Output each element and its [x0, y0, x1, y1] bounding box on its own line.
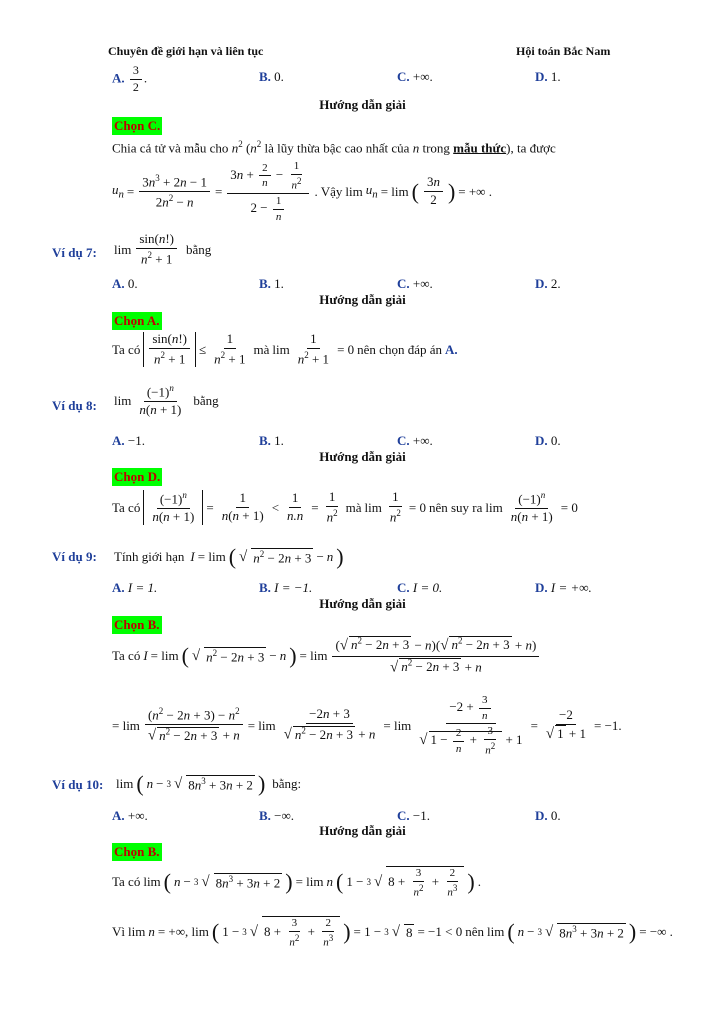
ex7-solution: Ta có $\frac{\sin(n!)}{n^2 + 1}$ ≤ $\frac{1}{n^2 + 1}$ mà lim $\frac{1}{n^2 + 1}$ = 0 nên chọn đáp án A.: [112, 331, 458, 367]
ex9-expression: Tính giới hạn I = lim ( √ $n^2 - 2n + 3$ − n ): [114, 544, 344, 569]
header-left: Chuyên đề giới hạn và liên tục: [108, 44, 264, 58]
ex6-choice: Chọn C.: [114, 118, 161, 133]
ex10-solution-line2: Vì lim n = +∞, lim ( 1 − 3 √ 8 + $\frac{3}{n^2}$ + $\frac{2}{n^3}$ ) = 1 − 3 √ 8 = −1 < 0 nên lim ( n − 3 √ $8n^3 + 3n + 2$ ) = −∞ .: [112, 917, 673, 949]
ex6-option-c: C. +∞.: [397, 69, 433, 84]
ex7-option-b: B. 1.: [259, 276, 284, 291]
ex9-solution-line1: Ta có I = lim ( √ $n^2 - 2n + 3$ − n ) = lim $\frac{(√ n^2 - 2n + 3 - n)(√ n^2 - 2n + 3 + n)}{√ n^2 - 2n + 3 + n}$: [112, 636, 541, 676]
ex10-choice: Chọn B.: [114, 844, 160, 859]
ex6-derivation: $u_n$ = $\frac{3n^3 + 2n - 1}{2n^2 - n}$ = 3n + $\frac{2}{n}$ − $\frac{1}{n^2}$ 2 − $\frac{1}{n}$ . Vậy lim $u_n$ = lim ( $\frac{3n}{2}$ ) = +∞ .: [112, 160, 492, 223]
ex9-solution-line2: = lim $\frac{(n^2 - 2n + 3) - n^2}{√ n^2 - 2n + 3 + n}$ = lim $\frac{-2n + 3}{√ n^2 - 2n + 3 + n}$ = lim −2 + $\frac{3}{n}$ √ 1 − $\frac{2}{n}$ + $\frac{3}{n^2}$ + 1 = $\frac{-2}{√ 1 + 1}$ = −1.: [112, 694, 622, 757]
ex8-option-b: B. 1.: [259, 433, 284, 448]
ex6-guide-heading: Hướng dẫn giải: [319, 97, 406, 112]
ex7-option-a: A. 0.: [112, 276, 138, 291]
ex7-choice: Chọn A.: [114, 313, 160, 328]
ex9-label: Ví dụ 9:: [52, 549, 97, 564]
header-right: Hội toán Bắc Nam: [516, 44, 611, 58]
ex9-choice: Chọn B.: [114, 617, 160, 632]
ex8-option-d: D. 0.: [535, 433, 561, 448]
ex7-option-c: C. +∞.: [397, 276, 433, 291]
ex7-option-d: D. 2.: [535, 276, 561, 291]
ex8-option-a: A. −1.: [112, 433, 145, 448]
ex9-option-b: B. I = −1.: [259, 580, 313, 595]
ex10-option-a: A. +∞.: [112, 808, 148, 823]
ex6-option-d: D. 1.: [535, 69, 561, 84]
ex10-solution-line1: Ta có lim ( n − 3 √ $8n^3 + 3n + 2$ ) = lim n ( 1 − 3 √ 8 + $\frac{3}{n^2}$ + $\frac{2}{n^3}$ ) .: [112, 867, 481, 899]
ex9-option-c: C. I = 0.: [397, 580, 443, 595]
ex8-solution: Ta có $\frac{(-1)^n}{n(n + 1)}$ = $\frac{1}{n(n + 1)}$ < $\frac{1}{n.n}$ = $\frac{1}{n^2}$ mà lim $\frac{1}{n^2}$ = 0 nên suy ra lim $\frac{(-1)^n}{n(n + 1)}$ = 0: [112, 489, 578, 525]
ex8-expression: lim $\frac{(-1)^n}{n(n + 1)}$ bằng: [114, 383, 219, 418]
ex9-option-d: D. I = +∞.: [535, 580, 592, 595]
ex6-option-b: B. 0.: [259, 69, 284, 84]
ex8-guide-heading: Hướng dẫn giải: [319, 449, 406, 464]
ex7-guide-heading: Hướng dẫn giải: [319, 292, 406, 307]
ex8-option-c: C. +∞.: [397, 433, 433, 448]
ex10-option-d: D. 0.: [535, 808, 561, 823]
ex10-option-b: B. −∞.: [259, 808, 295, 823]
ex10-option-c: C. −1.: [397, 808, 430, 823]
ex7-expression: lim $\frac{\sin(n!)}{n^2 + 1}$ bằng: [114, 231, 212, 267]
ex9-guide-heading: Hướng dẫn giải: [319, 596, 406, 611]
ex6-option-a: A. $\frac{3}{2}$ .: [112, 63, 148, 94]
ex10-label: Ví dụ 10:: [52, 777, 104, 792]
ex8-choice: Chọn D.: [114, 469, 161, 484]
ex6-explanation-line: Chia cả tử và mẫu cho $n^2$ ($n^2$ là lũy thừa bậc cao nhất của n trong mẫu thức), ta được: [112, 139, 556, 156]
ex7-label: Ví dụ 7:: [52, 245, 97, 260]
ex10-guide-heading: Hướng dẫn giải: [319, 823, 406, 838]
ex8-label: Ví dụ 8:: [52, 398, 97, 413]
ex9-option-a: A. I = 1.: [112, 580, 158, 595]
ex10-expression: lim ( n − 3 √ $8n^3 + 3n + 2$ ) bằng:: [116, 771, 302, 796]
